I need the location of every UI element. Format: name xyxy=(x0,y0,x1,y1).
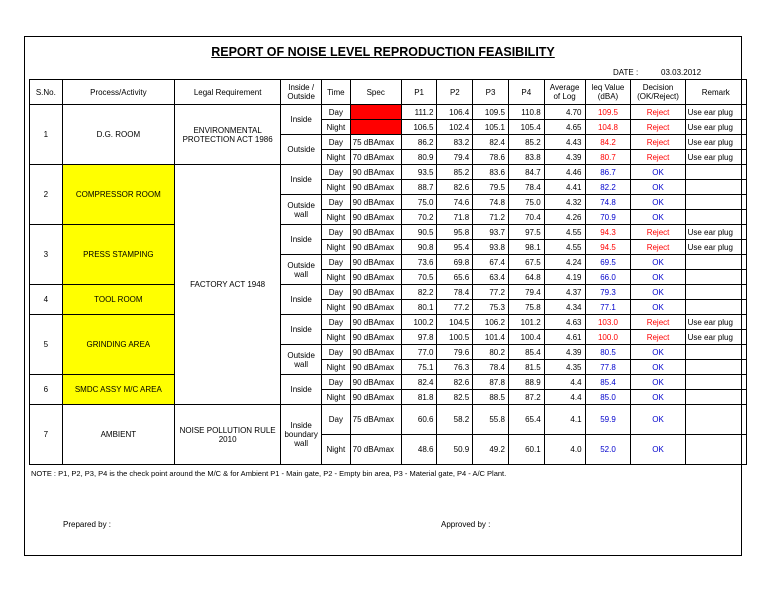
location-cell: Inside xyxy=(281,105,322,135)
p2-cell: 83.2 xyxy=(437,135,473,150)
header-time: Time xyxy=(322,80,351,105)
p2-cell: 82.6 xyxy=(437,180,473,195)
remark-cell xyxy=(685,255,746,270)
time-cell: Night xyxy=(322,360,351,375)
table-row xyxy=(30,405,747,435)
p2-cell: 58.2 xyxy=(437,405,473,435)
p1-cell: 97.8 xyxy=(401,330,437,345)
avg-cell: 4.55 xyxy=(544,225,585,240)
time-cell: Day xyxy=(322,345,351,360)
remark-cell xyxy=(685,195,746,210)
time-cell: Day xyxy=(322,285,351,300)
legal-cell: NOISE POLLUTION RULE 2010 xyxy=(175,405,281,465)
remark-cell xyxy=(685,345,746,360)
decision-cell: OK xyxy=(631,210,685,225)
p2-cell: 100.5 xyxy=(437,330,473,345)
header-legal: Legal Requirement xyxy=(175,80,281,105)
avg-cell: 4.37 xyxy=(544,285,585,300)
spec-cell: 90 dBAmax xyxy=(350,390,401,405)
location-cell: Outside wall xyxy=(281,345,322,375)
table-row xyxy=(30,375,747,390)
decision-cell: OK xyxy=(631,180,685,195)
decision-cell: OK xyxy=(631,285,685,300)
p1-cell: 70.2 xyxy=(401,210,437,225)
p3-cell: 109.5 xyxy=(473,105,509,120)
header-sno: S.No. xyxy=(30,80,63,105)
spec-cell: 90 dBAmax xyxy=(350,375,401,390)
p2-cell: 102.4 xyxy=(437,120,473,135)
time-cell: Day xyxy=(322,375,351,390)
p2-cell: 95.8 xyxy=(437,225,473,240)
p1-cell: 77.0 xyxy=(401,345,437,360)
decision-cell: OK xyxy=(631,390,685,405)
time-cell: Day xyxy=(322,315,351,330)
p2-cell: 79.4 xyxy=(437,150,473,165)
p4-cell: 78.4 xyxy=(508,180,544,195)
p3-cell: 78.4 xyxy=(473,360,509,375)
p4-cell: 84.7 xyxy=(508,165,544,180)
remark-cell xyxy=(685,300,746,315)
p3-cell: 67.4 xyxy=(473,255,509,270)
time-cell: Night xyxy=(322,390,351,405)
date-label: DATE : xyxy=(613,68,639,77)
table-row xyxy=(30,165,747,180)
leq-cell: 104.8 xyxy=(585,120,631,135)
avg-cell: 4.0 xyxy=(544,435,585,465)
approved-by: Approved by : xyxy=(441,520,491,529)
sno-cell: 1 xyxy=(30,105,63,165)
avg-cell: 4.24 xyxy=(544,255,585,270)
p1-cell: 106.5 xyxy=(401,120,437,135)
time-cell: Day xyxy=(322,105,351,120)
date-value: 03.03.2012 xyxy=(661,68,702,77)
legal-cell: FACTORY ACT 1948 xyxy=(175,165,281,405)
p3-cell: 93.8 xyxy=(473,240,509,255)
header-spec: Spec xyxy=(350,80,401,105)
p4-cell: 85.4 xyxy=(508,345,544,360)
spec-cell: 90 dBAmax xyxy=(350,360,401,375)
p2-cell: 78.4 xyxy=(437,285,473,300)
p1-cell: 86.2 xyxy=(401,135,437,150)
leq-cell: 79.3 xyxy=(585,285,631,300)
p3-cell: 79.5 xyxy=(473,180,509,195)
decision-cell: OK xyxy=(631,255,685,270)
table-row xyxy=(30,105,747,120)
leq-cell: 80.7 xyxy=(585,150,631,165)
decision-cell: OK xyxy=(631,300,685,315)
p4-cell: 105.4 xyxy=(508,120,544,135)
spec-cell: 90 dBAmax xyxy=(350,345,401,360)
decision-cell: Reject xyxy=(631,120,685,135)
avg-cell: 4.43 xyxy=(544,135,585,150)
time-cell: Day xyxy=(322,195,351,210)
location-cell: Outside wall xyxy=(281,195,322,225)
header-row xyxy=(30,80,747,105)
spec-cell: 90 dBAmax xyxy=(350,330,401,345)
process-cell: TOOL ROOM xyxy=(62,285,174,315)
leq-cell: 94.5 xyxy=(585,240,631,255)
table-row xyxy=(30,285,747,300)
p3-cell: 83.6 xyxy=(473,165,509,180)
p2-cell: 95.4 xyxy=(437,240,473,255)
spec-cell: 90 dBAmax xyxy=(350,210,401,225)
leq-cell: 70.9 xyxy=(585,210,631,225)
spec-cell: 75 dBAmax xyxy=(350,405,401,435)
legal-cell: ENVIRONMENTAL PROTECTION ACT 1986 xyxy=(175,105,281,165)
p2-cell: 82.5 xyxy=(437,390,473,405)
avg-cell: 4.46 xyxy=(544,165,585,180)
decision-cell: Reject xyxy=(631,225,685,240)
p3-cell: 78.6 xyxy=(473,150,509,165)
leq-cell: 66.0 xyxy=(585,270,631,285)
p1-cell: 90.5 xyxy=(401,225,437,240)
p4-cell: 64.8 xyxy=(508,270,544,285)
avg-cell: 4.39 xyxy=(544,150,585,165)
decision-cell: OK xyxy=(631,270,685,285)
remark-cell xyxy=(685,285,746,300)
leq-cell: 77.8 xyxy=(585,360,631,375)
remark-cell: Use ear plug xyxy=(685,135,746,150)
decision-cell: OK xyxy=(631,405,685,435)
p1-cell: 100.2 xyxy=(401,315,437,330)
header-process: Process/Activity xyxy=(62,80,174,105)
location-cell: Inside xyxy=(281,375,322,405)
header-decision: Decision (OK/Reject) xyxy=(631,80,685,105)
p4-cell: 85.2 xyxy=(508,135,544,150)
remark-cell xyxy=(685,435,746,465)
remark-cell xyxy=(685,405,746,435)
avg-cell: 4.39 xyxy=(544,345,585,360)
p3-cell: 49.2 xyxy=(473,435,509,465)
p3-cell: 87.8 xyxy=(473,375,509,390)
p4-cell: 65.4 xyxy=(508,405,544,435)
note-text: NOTE : P1, P2, P3, P4 is the check point around the M/C & for Ambient P1 - Main gate, P2 - Empty bin area, P3 - Material gate, P4 - A/C Plant. xyxy=(31,469,507,478)
p4-cell: 81.5 xyxy=(508,360,544,375)
p4-cell: 110.8 xyxy=(508,105,544,120)
remark-cell xyxy=(685,210,746,225)
header-p1: P1 xyxy=(401,80,437,105)
spec-cell: 90 dBAmax xyxy=(350,165,401,180)
time-cell: Night xyxy=(322,435,351,465)
time-cell: Day xyxy=(322,225,351,240)
sno-cell: 5 xyxy=(30,315,63,375)
time-cell: Day xyxy=(322,405,351,435)
p2-cell: 85.2 xyxy=(437,165,473,180)
time-cell: Night xyxy=(322,150,351,165)
table-row xyxy=(30,225,747,240)
time-cell: Night xyxy=(322,210,351,225)
remark-cell xyxy=(685,360,746,375)
p3-cell: 93.7 xyxy=(473,225,509,240)
table-body xyxy=(30,105,747,465)
p2-cell: 104.5 xyxy=(437,315,473,330)
time-cell: Night xyxy=(322,270,351,285)
sno-cell: 6 xyxy=(30,375,63,405)
decision-cell: OK xyxy=(631,345,685,360)
p1-cell: 111.2 xyxy=(401,105,437,120)
spec-cell: 70 dBAmax xyxy=(350,150,401,165)
leq-cell: 80.5 xyxy=(585,345,631,360)
sno-cell: 4 xyxy=(30,285,63,315)
p4-cell: 87.2 xyxy=(508,390,544,405)
remark-cell: Use ear plug xyxy=(685,225,746,240)
decision-cell: OK xyxy=(631,195,685,210)
process-cell: COMPRESSOR ROOM xyxy=(62,165,174,225)
location-cell: Outside xyxy=(281,135,322,165)
leq-cell: 77.1 xyxy=(585,300,631,315)
sno-cell: 2 xyxy=(30,165,63,225)
decision-cell: Reject xyxy=(631,135,685,150)
spec-cell: 90 dBAmax xyxy=(350,255,401,270)
avg-cell: 4.19 xyxy=(544,270,585,285)
p3-cell: 80.2 xyxy=(473,345,509,360)
remark-cell: Use ear plug xyxy=(685,105,746,120)
process-cell: AMBIENT xyxy=(62,405,174,465)
p2-cell: 79.6 xyxy=(437,345,473,360)
p4-cell: 70.4 xyxy=(508,210,544,225)
leq-cell: 84.2 xyxy=(585,135,631,150)
avg-cell: 4.65 xyxy=(544,120,585,135)
location-cell: Inside boundary wall xyxy=(281,405,322,465)
remark-cell: Use ear plug xyxy=(685,315,746,330)
p1-cell: 70.5 xyxy=(401,270,437,285)
spec-cell: 90 dBAmax xyxy=(350,240,401,255)
remark-cell: Use ear plug xyxy=(685,240,746,255)
leq-cell: 52.0 xyxy=(585,435,631,465)
avg-cell: 4.4 xyxy=(544,390,585,405)
p3-cell: 88.5 xyxy=(473,390,509,405)
prepared-by: Prepared by : xyxy=(63,520,112,529)
report-title: REPORT OF NOISE LEVEL REPRODUCTION FEASIBILITY xyxy=(211,45,555,59)
p3-cell: 63.4 xyxy=(473,270,509,285)
header-remark: Remark xyxy=(685,80,746,105)
remark-cell: Use ear plug xyxy=(685,330,746,345)
remark-cell xyxy=(685,270,746,285)
avg-cell: 4.26 xyxy=(544,210,585,225)
decision-cell: Reject xyxy=(631,105,685,120)
spec-cell xyxy=(350,105,401,120)
decision-cell: Reject xyxy=(631,330,685,345)
decision-cell: OK xyxy=(631,375,685,390)
spec-cell xyxy=(350,120,401,135)
p3-cell: 82.4 xyxy=(473,135,509,150)
remark-cell xyxy=(685,375,746,390)
spec-cell: 75 dBAmax xyxy=(350,135,401,150)
decision-cell: OK xyxy=(631,435,685,465)
p4-cell: 67.5 xyxy=(508,255,544,270)
process-cell: PRESS STAMPING xyxy=(62,225,174,285)
p3-cell: 74.8 xyxy=(473,195,509,210)
sno-cell: 3 xyxy=(30,225,63,285)
time-cell: Night xyxy=(322,180,351,195)
p4-cell: 79.4 xyxy=(508,285,544,300)
header-p3: P3 xyxy=(473,80,509,105)
p2-cell: 65.6 xyxy=(437,270,473,285)
spec-cell: 90 dBAmax xyxy=(350,300,401,315)
p4-cell: 60.1 xyxy=(508,435,544,465)
p3-cell: 55.8 xyxy=(473,405,509,435)
process-cell: SMDC ASSY M/C AREA xyxy=(62,375,174,405)
avg-cell: 4.4 xyxy=(544,375,585,390)
remark-cell xyxy=(685,165,746,180)
avg-cell: 4.70 xyxy=(544,105,585,120)
avg-cell: 4.61 xyxy=(544,330,585,345)
leq-cell: 109.5 xyxy=(585,105,631,120)
location-cell: Outside wall xyxy=(281,255,322,285)
decision-cell: Reject xyxy=(631,315,685,330)
remark-cell xyxy=(685,390,746,405)
spec-cell: 90 dBAmax xyxy=(350,315,401,330)
p1-cell: 75.0 xyxy=(401,195,437,210)
p2-cell: 77.2 xyxy=(437,300,473,315)
location-cell: Inside xyxy=(281,285,322,315)
location-cell: Inside xyxy=(281,315,322,345)
avg-cell: 4.63 xyxy=(544,315,585,330)
leq-cell: 86.7 xyxy=(585,165,631,180)
p1-cell: 80.1 xyxy=(401,300,437,315)
noise-table xyxy=(29,79,747,465)
avg-cell: 4.1 xyxy=(544,405,585,435)
report-sheet xyxy=(24,36,742,556)
header-p4: P4 xyxy=(508,80,544,105)
avg-cell: 4.55 xyxy=(544,240,585,255)
p3-cell: 101.4 xyxy=(473,330,509,345)
remark-cell xyxy=(685,180,746,195)
p4-cell: 97.5 xyxy=(508,225,544,240)
p1-cell: 88.7 xyxy=(401,180,437,195)
p1-cell: 82.2 xyxy=(401,285,437,300)
p1-cell: 60.6 xyxy=(401,405,437,435)
header-leq: leq Value (dBA) xyxy=(585,80,631,105)
p3-cell: 77.2 xyxy=(473,285,509,300)
p2-cell: 69.8 xyxy=(437,255,473,270)
p1-cell: 82.4 xyxy=(401,375,437,390)
leq-cell: 94.3 xyxy=(585,225,631,240)
leq-cell: 69.5 xyxy=(585,255,631,270)
avg-cell: 4.32 xyxy=(544,195,585,210)
p4-cell: 98.1 xyxy=(508,240,544,255)
p2-cell: 74.6 xyxy=(437,195,473,210)
avg-cell: 4.34 xyxy=(544,300,585,315)
p4-cell: 75.8 xyxy=(508,300,544,315)
p2-cell: 71.8 xyxy=(437,210,473,225)
sno-cell: 7 xyxy=(30,405,63,465)
spec-cell: 90 dBAmax xyxy=(350,225,401,240)
p2-cell: 50.9 xyxy=(437,435,473,465)
time-cell: Night xyxy=(322,120,351,135)
p1-cell: 90.8 xyxy=(401,240,437,255)
spec-cell: 90 dBAmax xyxy=(350,195,401,210)
p1-cell: 73.6 xyxy=(401,255,437,270)
p1-cell: 75.1 xyxy=(401,360,437,375)
p4-cell: 101.2 xyxy=(508,315,544,330)
leq-cell: 103.0 xyxy=(585,315,631,330)
avg-cell: 4.35 xyxy=(544,360,585,375)
p4-cell: 88.9 xyxy=(508,375,544,390)
p4-cell: 75.0 xyxy=(508,195,544,210)
p1-cell: 81.8 xyxy=(401,390,437,405)
p1-cell: 80.9 xyxy=(401,150,437,165)
location-cell: Inside xyxy=(281,225,322,255)
p3-cell: 106.2 xyxy=(473,315,509,330)
spec-cell: 70 dBAmax xyxy=(350,435,401,465)
p2-cell: 82.6 xyxy=(437,375,473,390)
p4-cell: 100.4 xyxy=(508,330,544,345)
remark-cell: Use ear plug xyxy=(685,150,746,165)
header-p2: P2 xyxy=(437,80,473,105)
leq-cell: 85.0 xyxy=(585,390,631,405)
p1-cell: 48.6 xyxy=(401,435,437,465)
leq-cell: 59.9 xyxy=(585,405,631,435)
p2-cell: 106.4 xyxy=(437,105,473,120)
header-avg: Average of Log xyxy=(544,80,585,105)
process-cell: GRINDING AREA xyxy=(62,315,174,375)
time-cell: Night xyxy=(322,300,351,315)
location-cell: Inside xyxy=(281,165,322,195)
p2-cell: 76.3 xyxy=(437,360,473,375)
decision-cell: OK xyxy=(631,165,685,180)
avg-cell: 4.41 xyxy=(544,180,585,195)
spec-cell: 90 dBAmax xyxy=(350,180,401,195)
p3-cell: 75.3 xyxy=(473,300,509,315)
decision-cell: Reject xyxy=(631,150,685,165)
time-cell: Day xyxy=(322,255,351,270)
leq-cell: 74.8 xyxy=(585,195,631,210)
spec-cell: 90 dBAmax xyxy=(350,285,401,300)
p3-cell: 105.1 xyxy=(473,120,509,135)
remark-cell: Use ear plug xyxy=(685,120,746,135)
table-row xyxy=(30,315,747,330)
p4-cell: 83.8 xyxy=(508,150,544,165)
time-cell: Night xyxy=(322,330,351,345)
leq-cell: 85.4 xyxy=(585,375,631,390)
time-cell: Day xyxy=(322,165,351,180)
process-cell: D.G. ROOM xyxy=(62,105,174,165)
header-inout: Inside / Outside xyxy=(281,80,322,105)
leq-cell: 82.2 xyxy=(585,180,631,195)
time-cell: Day xyxy=(322,135,351,150)
decision-cell: OK xyxy=(631,360,685,375)
p3-cell: 71.2 xyxy=(473,210,509,225)
spec-cell: 90 dBAmax xyxy=(350,270,401,285)
leq-cell: 100.0 xyxy=(585,330,631,345)
p1-cell: 93.5 xyxy=(401,165,437,180)
decision-cell: Reject xyxy=(631,240,685,255)
time-cell: Night xyxy=(322,240,351,255)
